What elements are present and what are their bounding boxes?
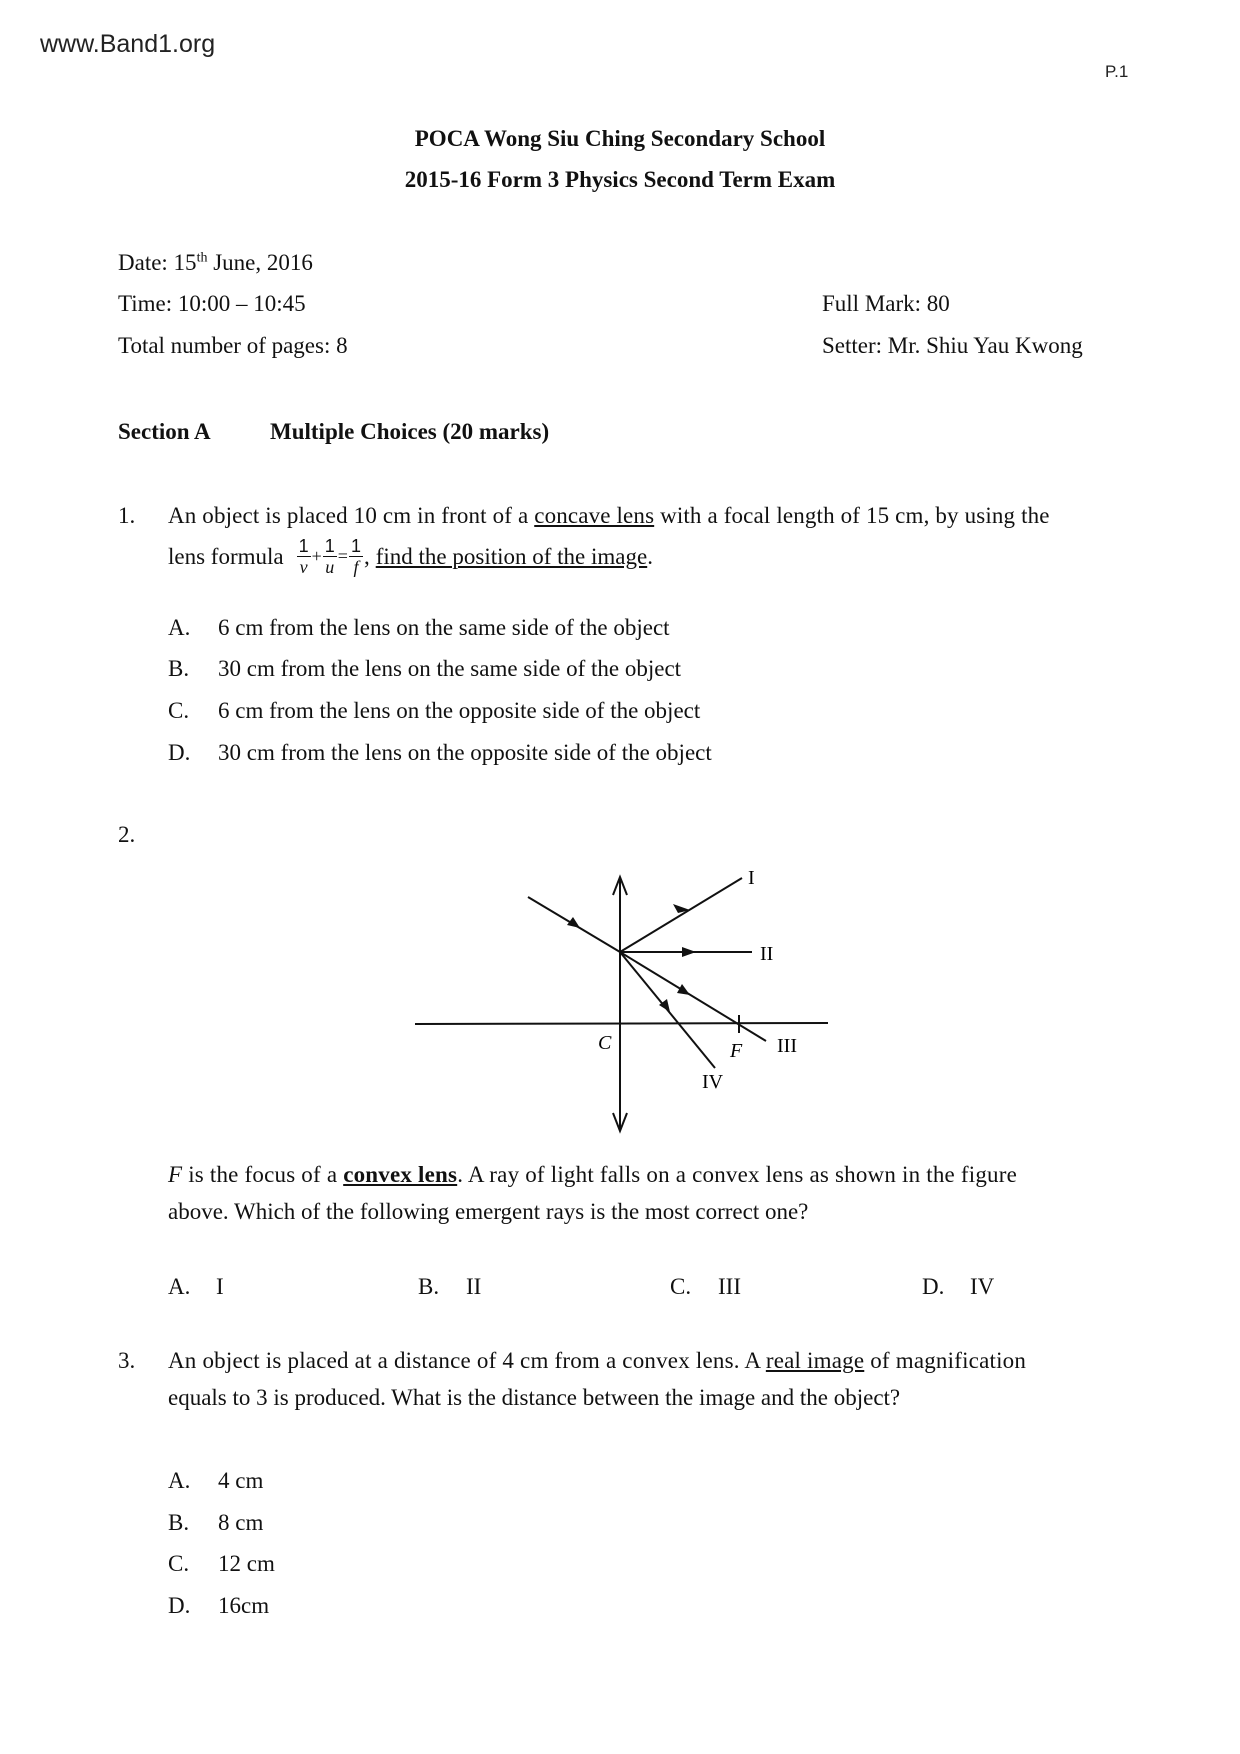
fraction-1-over-u — [323, 536, 337, 577]
emphasis-convex-lens: convex lens — [343, 1162, 458, 1187]
ray-label-i: I — [748, 867, 755, 889]
date-label: Date: 15 — [118, 250, 197, 275]
option-text: 8 cm — [218, 1510, 264, 1535]
option-letter: B. — [168, 656, 190, 681]
option-text: I — [216, 1274, 224, 1299]
option-letter: B. — [168, 1510, 190, 1535]
ray-iii — [620, 952, 766, 1041]
watermark: www.Band1.org — [40, 30, 216, 58]
option-text: 16cm — [218, 1593, 270, 1618]
option-text: II — [466, 1274, 482, 1299]
denominator: v — [299, 557, 308, 577]
exam-date — [118, 250, 313, 276]
option-a — [168, 1468, 263, 1494]
option-letter: A. — [168, 1274, 191, 1299]
section-header — [118, 419, 550, 445]
text: . — [647, 543, 653, 569]
option-b — [168, 1510, 263, 1536]
question-number: 1. — [118, 503, 136, 528]
option-c — [168, 698, 700, 724]
ray-ii-arrow-icon — [682, 947, 696, 957]
text: with a focal length of 15 cm, by using the — [654, 503, 1050, 528]
question-text-line1 — [168, 1162, 1017, 1188]
question-number: 2. — [118, 822, 136, 847]
option-text: 12 cm — [218, 1551, 275, 1576]
plus-sign: + — [311, 546, 322, 566]
text: . A ray of light falls on a convex lens as shown in the figure — [457, 1162, 1018, 1187]
numerator: 1 — [350, 536, 361, 556]
setter: Setter: Mr. Shiu Yau Kwong — [822, 333, 1083, 358]
fraction-1-over-v — [297, 536, 311, 577]
option-letter: D. — [168, 740, 191, 765]
principal-axis — [415, 1023, 828, 1024]
option-text: IV — [970, 1274, 995, 1299]
page-number: P.1 — [1105, 62, 1129, 81]
option-d — [168, 740, 712, 766]
option-text: 6 cm from the lens on the same side of the object — [218, 615, 670, 640]
text: of magnification — [864, 1348, 1027, 1373]
option-c — [670, 1274, 741, 1300]
exam-title: 2015-16 Form 3 Physics Second Term Exam — [404, 167, 836, 192]
ray-label-iv: IV — [702, 1071, 724, 1093]
text: lens formula — [168, 543, 284, 569]
question-number: 3. — [118, 1348, 136, 1373]
lens-ray-diagram — [400, 860, 850, 1150]
option-letter: C. — [168, 698, 190, 723]
numerator: 1 — [324, 536, 335, 556]
text: , — [363, 543, 370, 569]
option-d — [168, 1593, 269, 1619]
option-text: 6 cm from the lens on the opposite side of the object — [218, 698, 701, 723]
denominator: f — [353, 557, 359, 577]
full-mark: Full Mark: 80 — [822, 291, 950, 316]
question-text-line1 — [168, 503, 1050, 529]
ray-i — [620, 878, 742, 952]
question-text-line2 — [168, 536, 653, 577]
center-label: C — [598, 1032, 612, 1054]
option-letter: A. — [168, 1468, 191, 1493]
emphasis-real-image: real image — [765, 1348, 865, 1373]
option-d — [922, 1274, 994, 1300]
option-text: 30 cm from the lens on the opposite side of the object — [218, 740, 712, 765]
exam-time: Time: 10:00 – 10:45 — [118, 291, 306, 316]
date-rest: June, 2016 — [207, 250, 313, 275]
section-title: Multiple Choices (20 marks) — [270, 419, 550, 444]
option-text: III — [718, 1274, 741, 1299]
emphasis-concave-lens: concave lens — [534, 503, 655, 528]
focus-symbol: F — [168, 1162, 183, 1187]
option-letter: C. — [670, 1274, 692, 1299]
incident-ray-arrow-icon — [567, 917, 580, 928]
numerator: 1 — [298, 536, 309, 556]
option-b — [168, 656, 681, 682]
question-text-line2: equals to 3 is produced. What is the distance between the image and the object? — [168, 1385, 901, 1410]
text: An object is placed 10 cm in front of a — [168, 503, 535, 528]
school-name: POCA Wong Siu Ching Secondary School — [414, 126, 826, 151]
date-superscript: th — [196, 250, 208, 266]
question-text-line1 — [168, 1348, 1026, 1374]
option-text: 4 cm — [218, 1468, 264, 1493]
option-a — [168, 615, 670, 641]
option-letter: C. — [168, 1551, 190, 1576]
fraction-1-over-f — [349, 536, 363, 577]
lens-formula — [296, 536, 364, 577]
option-b — [418, 1274, 481, 1300]
ray-iii-arrow-icon — [677, 984, 690, 995]
option-letter: D. — [922, 1274, 945, 1299]
option-a — [168, 1274, 224, 1300]
option-letter: B. — [418, 1274, 440, 1299]
option-c — [168, 1551, 275, 1577]
focus-label: F — [730, 1040, 743, 1062]
equals-sign: = — [337, 546, 348, 566]
emphasis-find-position: find the position of the image — [375, 543, 648, 569]
section-label: Section A — [118, 419, 211, 444]
text: is the focus of a — [182, 1162, 344, 1187]
text: An object is placed at a distance of 4 cm from a convex lens. A — [168, 1348, 766, 1373]
option-letter: A. — [168, 615, 191, 640]
denominator: u — [325, 557, 335, 577]
question-text-line2: above. Which of the following emergent rays is the most correct one? — [168, 1199, 809, 1224]
total-pages: Total number of pages: 8 — [118, 333, 348, 358]
option-text: 30 cm from the lens on the same side of the object — [218, 656, 682, 681]
ray-label-iii: III — [777, 1035, 797, 1057]
option-letter: D. — [168, 1593, 191, 1618]
ray-label-ii: II — [760, 943, 774, 965]
